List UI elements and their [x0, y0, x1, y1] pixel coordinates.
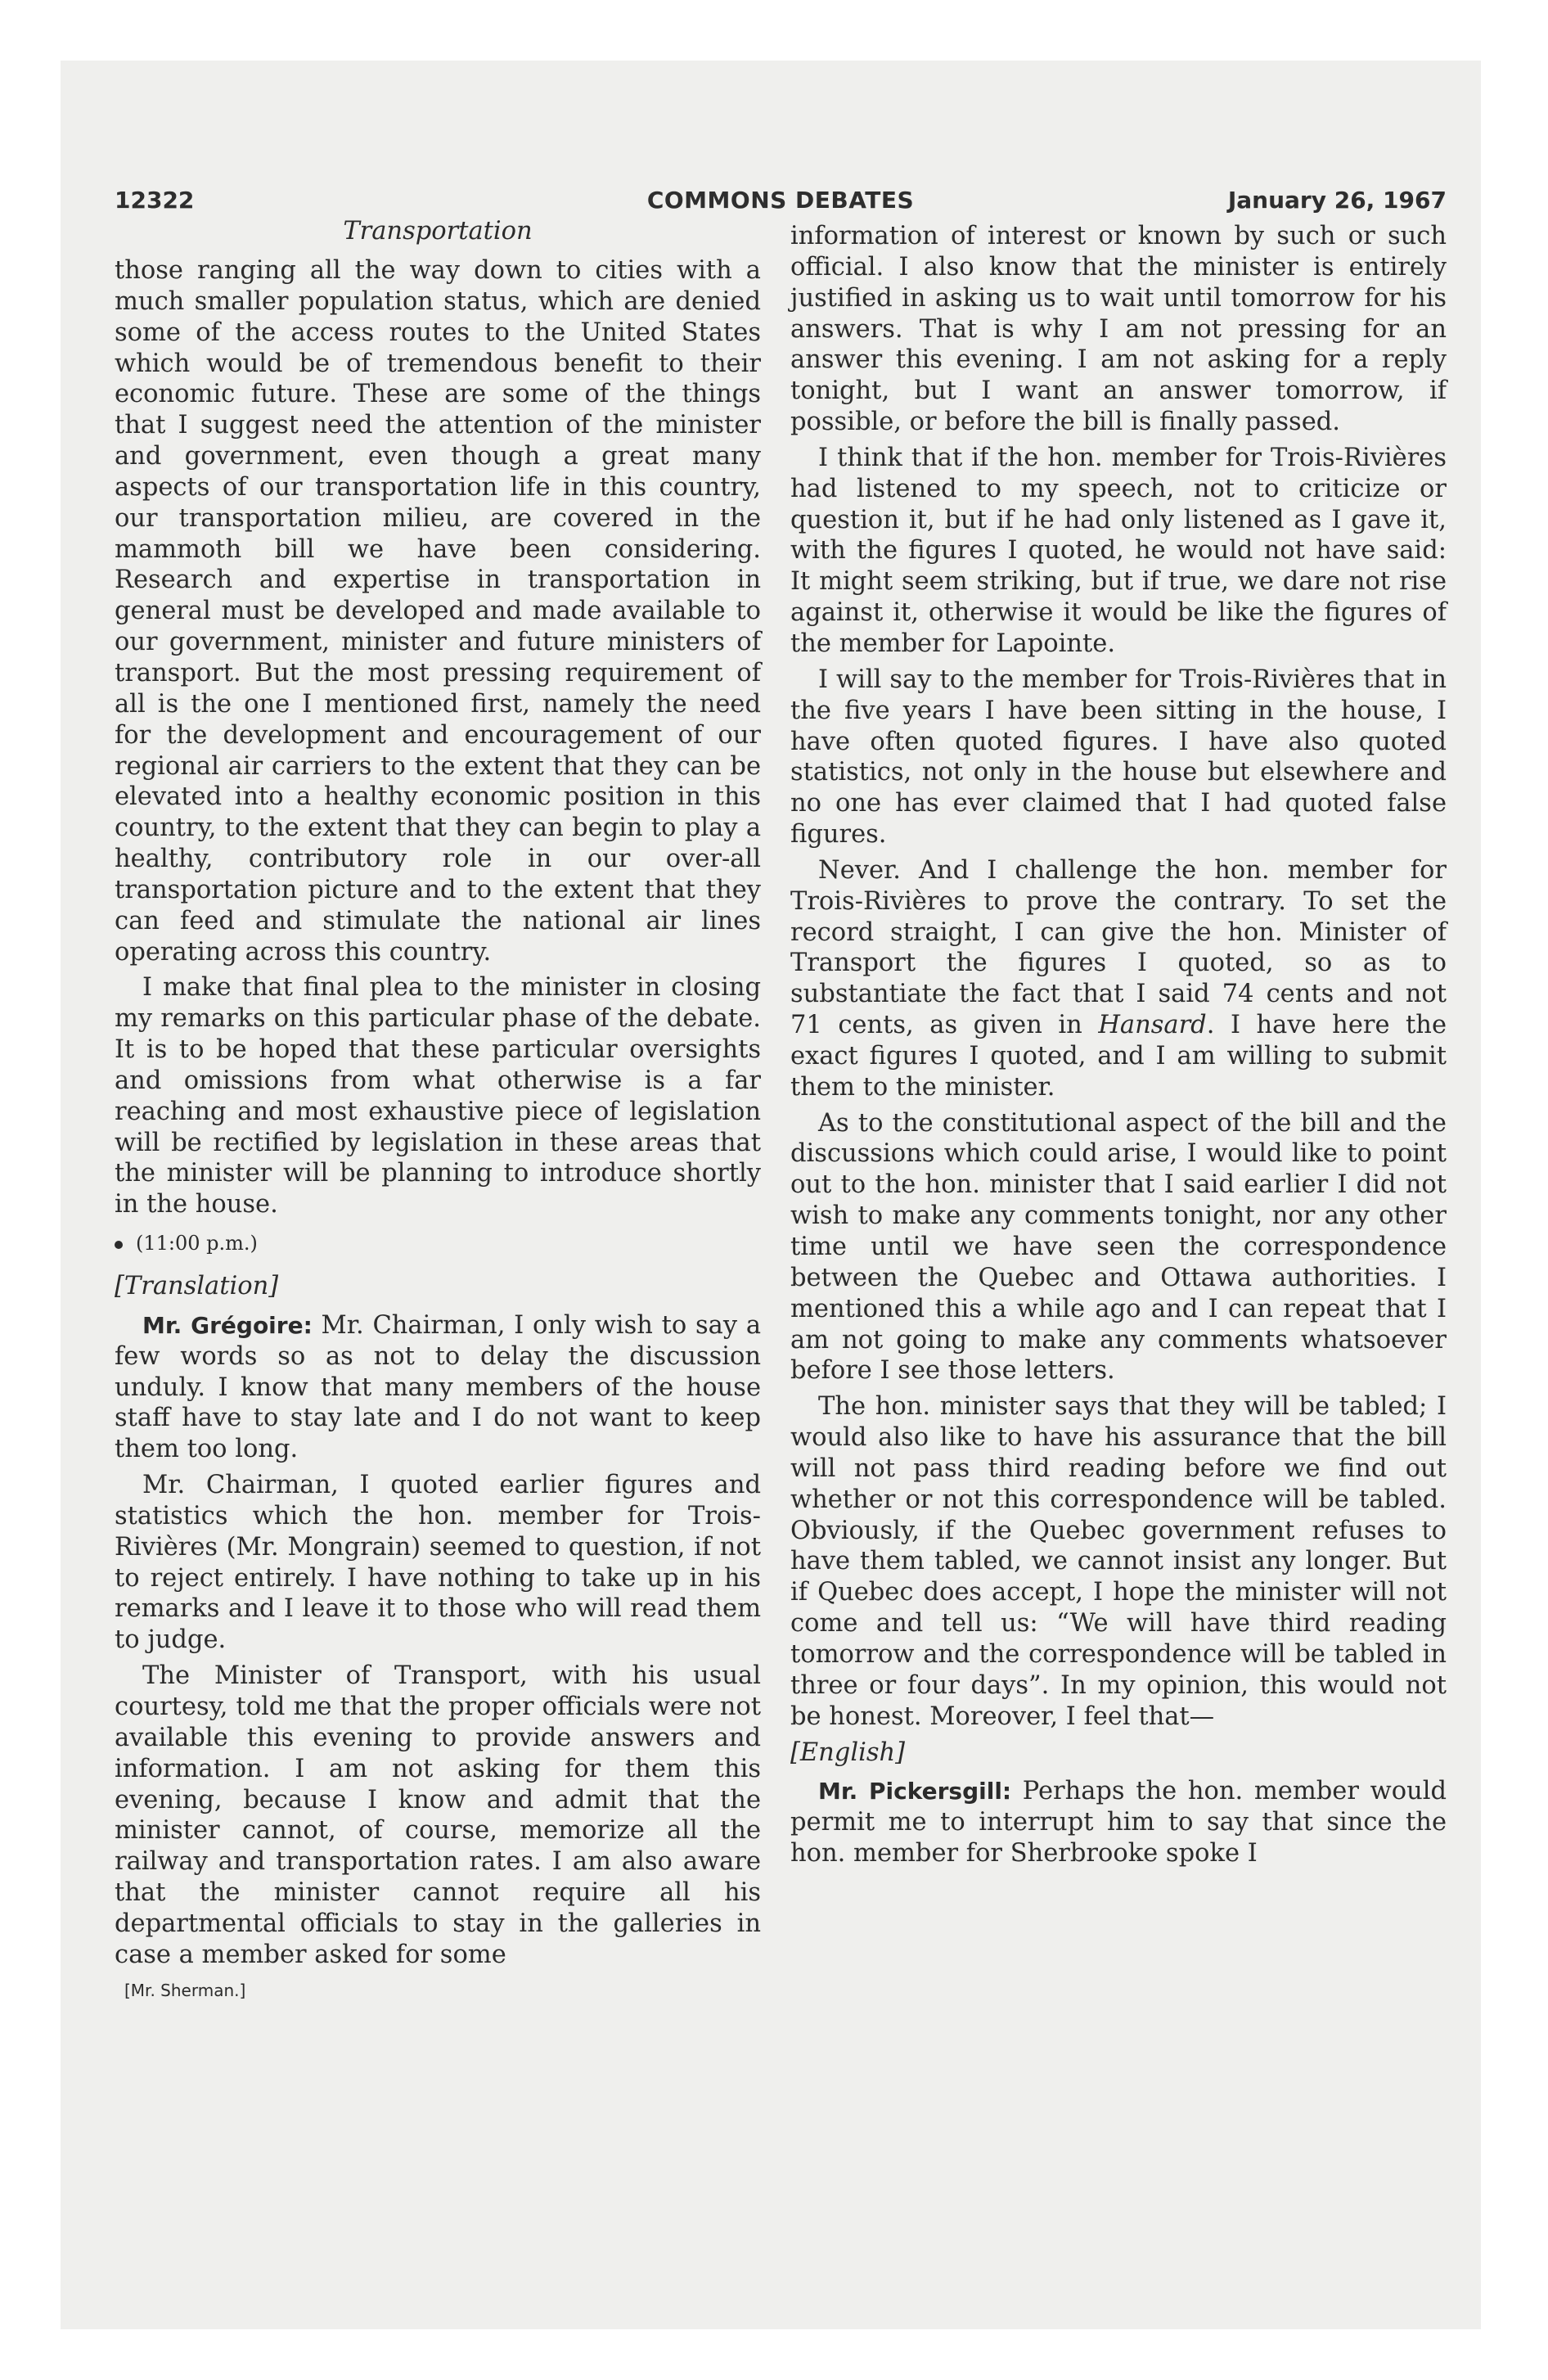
section-title: Transportation	[343, 217, 533, 246]
left-column	[115, 217, 761, 2006]
time-mark-text: (11:00 p.m.)	[136, 1232, 258, 1255]
paragraph: As to the constitutional aspect of the bill and the discussions which could arise, I would like to point out to the hon. minister that I said earlier I did not wish to make any comments tonight, nor any other time until we have seen the correspondence between the Quebec and Ottawa authorities. I mentioned this a while ago and I can repeat that I am not going to make any comments whatsoever before I see those letters.	[790, 1108, 1447, 1386]
speaker-name: Mr. Grégoire:	[142, 1311, 313, 1339]
speech-text: Perhaps the hon. member would permit me to interrupt him to say that since the hon. member for Sherbrooke spoke I	[790, 1777, 1447, 1868]
page-number: 12322	[115, 187, 195, 214]
footer-reference: [Mr. Sherman.]	[124, 1980, 246, 2000]
bullet-icon	[115, 1241, 123, 1249]
page-header	[115, 187, 1447, 219]
hansard-reference: Hansard	[1098, 1011, 1207, 1040]
speech-paragraph	[115, 1310, 761, 1465]
paragraph: those ranging all the way down to cities with a much smaller population status, which are denied some of the access routes to the United States which would be of tremendous benefit to their economic future. These are some of the things that I suggest need the attention of the minister and government, even though a great many aspects of our transportation life in this country, our transportation milieu, are covered in the mammoth bill we have been considering. Research and expertise in transportation in general must be developed and made available to our government, minister and future ministers of transport. But the most pressing requirement of all is the one I mentioned first, namely the need for the development and encouragement of our regional air carriers to the extent that they can be elevated into a healthy economic position in this country, to the extent that they can begin to play a healthy, contributory role in our over-all transportation picture and to the extent that they can feed and stimulate the national air lines operating across this country.	[115, 256, 761, 967]
paragraph-text: Never. And I challenge the hon. member for Trois-Rivières to prove the contrary. To set the record straight, I can give the hon. Minister of Transport the figures I quoted, so as to substantiate the fact that I said 74 cents and not 71 cents, as given in	[790, 855, 1447, 1040]
english-tag: [English]	[790, 1738, 906, 1767]
paragraph: I make that final plea to the minister in closing my remarks on this particular phase of the debate. It is to be hoped that these particular oversights and omissions from what otherwise is a far reaching and most exhaustive piece of legislation will be rectified by legislation in these areas that the minister will be planning to introduce shortly in the house.	[115, 973, 761, 1219]
paragraph-text: . I have here the exact figures I quoted, and I am willing to submit them to the minister.	[790, 1011, 1447, 1102]
paragraph: Mr. Chairman, I quoted earlier figures and statistics which the hon. member for Trois-Rivières (Mr. Mongrain) seemed to question, if not to reject entirely. I have nothing to take up in his remarks and I leave it to those who will read them to judge.	[115, 1471, 761, 1655]
speaker-name: Mr. Pickersgill:	[818, 1778, 1012, 1805]
paragraph: I think that if the hon. member for Trois-Rivières had listened to my speech, not to criticize or question it, but if he had only listened as I gave it, with the figures I quoted, he would not have said: It might seem striking, but if true, we dare not rise against it, otherwise it would be like the figures of the member for Lapointe.	[790, 443, 1447, 658]
paragraph: I will say to the member for Trois-Rivières that in the five years I have been sitting in the house, I have often quoted figures. I have also quoted statistics, not only in the house but elsewhere and no one has ever claimed that I had quoted false figures.	[790, 665, 1447, 850]
paragraph: The Minister of Transport, with his usual courtesy, told me that the proper officials were not available this evening to provide answers and information. I am not asking for them this evening, because I know and admit that the minister cannot, of course, memorize all the railway and transportation rates. I am also aware that the minister cannot require all his departmental officials to stay in the galleries in case a member asked for some	[115, 1661, 761, 1969]
page-date: January 26, 1967	[1227, 187, 1447, 214]
speech-paragraph	[790, 1776, 1447, 1869]
paragraph	[790, 855, 1447, 1103]
paragraph: The hon. minister says that they will be tabled; I would also like to have his assurance that the bill will not pass third reading before we find out whether or not this correspondence will be tabled. Obviously, if the Quebec government refuses to have them tabled, we cannot insist any longer. But if Quebec does accept, I hope the minister will not come and tell us: “We will have third reading tomorrow and the correspondence will be tabled in three or four days”. In my opinion, this would not be honest. Moreover, I feel that—	[790, 1392, 1447, 1731]
speech-text: Mr. Chairman, I only wish to say a few words so as not to delay the discussion unduly. I know that many members of the house staff have to stay late and I do not want to keep them too long.	[115, 1310, 761, 1464]
right-column	[790, 221, 1447, 1874]
translation-tag: [Translation]	[115, 1272, 279, 1300]
paragraph: information of interest or known by such or such official. I also know that the minister is entirely justified in asking us to wait until tomorrow for his answers. That is why I am not pressing for an answer this evening. I am not asking for a reply tonight, but I want an answer tomorrow, if possible, or before the bill is finally passed.	[790, 222, 1447, 437]
time-marker	[115, 1228, 761, 1260]
publication-title: COMMONS DEBATES	[646, 187, 915, 214]
